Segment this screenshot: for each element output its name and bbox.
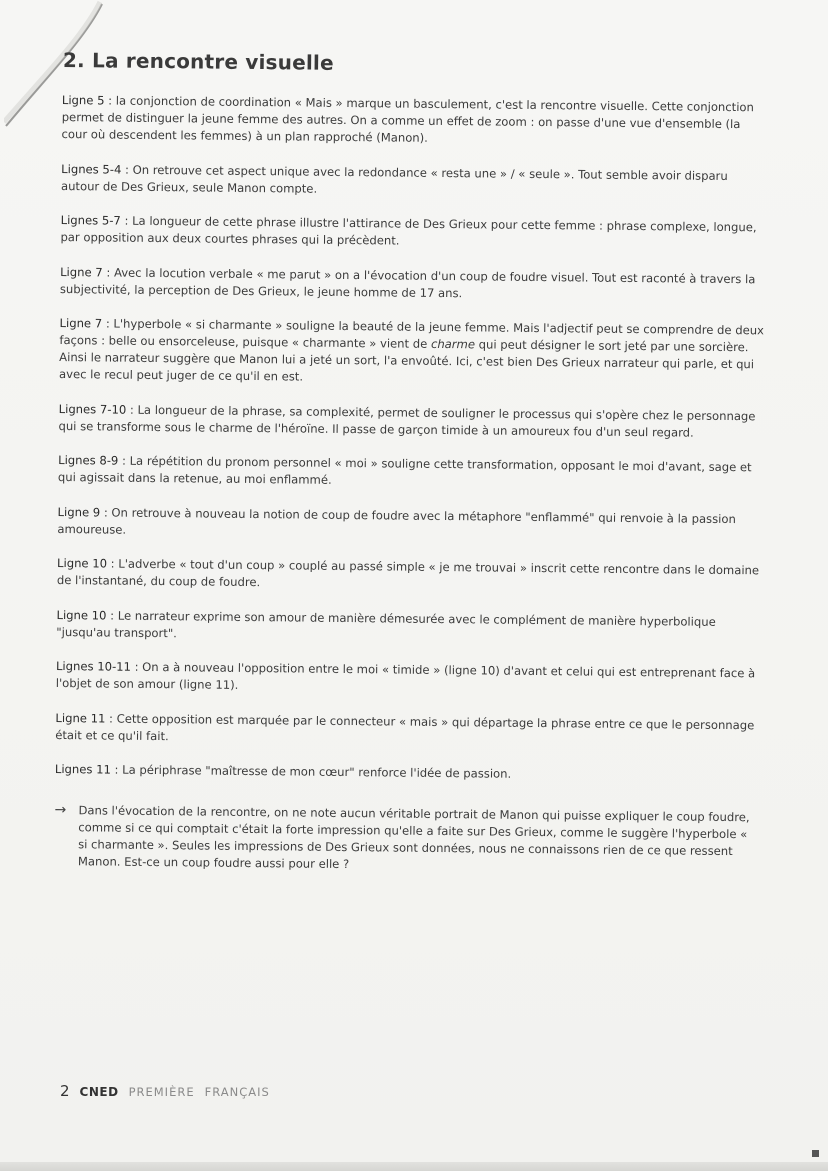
line-reference: Ligne 7: [60, 264, 103, 279]
line-reference: Ligne 9: [57, 504, 101, 519]
paragraph-text: : On retrouve cet aspect unique avec la redondance « resta une » / « seule ». Tout semble avoir disparu autour de Des Grieux, seule Manon compte.: [60, 162, 728, 196]
analysis-paragraph: [56, 658, 761, 699]
analysis-paragraph: [56, 606, 761, 647]
page-bottom-edge: [0, 1162, 828, 1171]
line-reference: Ligne 7: [59, 315, 103, 331]
corner-mark: [812, 1150, 819, 1157]
analysis-paragraph: [59, 315, 765, 390]
paragraph-text: : Cette opposition est marquée par le connecteur « mais » qui départage la phrase entre ce que le personnage était et ce qu'il fait.: [55, 710, 755, 743]
analysis-paragraph: [60, 263, 765, 304]
line-reference: Ligne 5: [61, 92, 105, 108]
line-reference: Lignes 5-7: [60, 212, 121, 228]
brand-label: CNED: [79, 1085, 119, 1099]
analysis-body: [54, 92, 767, 895]
analysis-paragraph: [61, 160, 766, 201]
analysis-paragraph: [58, 400, 763, 441]
paragraph-text: : la conjonction de coordination « Mais » marque un basculement, c'est la rencontre visuelle. Cette conjonction permet de distinguer la jeune femme des autres. On a comme un effet de zoom : on passe d'une vue d'ensemble (la cour où descendent les femmes) à un plan rapproché (Manon).: [61, 93, 754, 145]
subject-label: FRANÇAIS: [204, 1085, 270, 1099]
paragraph-text: : On retrouve à nouveau la notion de coup de foudre avec la métaphore "enflammé" qui renvoie à la passion amoureuse.: [57, 504, 736, 537]
paragraph-text: : L'adverbe « tout d'un coup » couplé au passé simple « je me trouvai » inscrit cette rencontre dans le domaine de l'instantané, du coup de foudre.: [56, 556, 760, 590]
analysis-paragraph: [60, 212, 765, 253]
line-reference: Lignes 10-11: [55, 658, 131, 674]
conclusion-paragraph: [54, 802, 760, 877]
analysis-paragraph: [61, 92, 766, 150]
analysis-paragraph: [55, 709, 760, 750]
paragraph-text: : Le narrateur exprime son amour de manière démesurée avec le complément de manière hyperbolique "jusqu'au transport".: [56, 607, 716, 640]
analysis-paragraph: [58, 452, 763, 493]
paragraph-text: : L'hyperbole « si charmante » souligne la beauté de la jeune femme. Mais l'adjectif peut se comprendre de deux façons : belle ou ensorceleuse, puisque « charmante » vient de: [59, 316, 765, 351]
page-number: 2: [60, 1082, 70, 1100]
conclusion-text: Dans l'évocation de la rencontre, on ne note aucun véritable portrait de Manon qui puisse expliquer le coup foudre, comme si ce qui comptait c'était la forte impression qu'elle a faite sur Des Grieux, comme le suggère l'hyperbole « si charmante ». Seules les impressions de Des Grieux sont données, nous ne connaissons rien de ce que ressent Manon. Est-ce un coup foudre aussi pour elle ?: [77, 803, 750, 872]
line-reference: Ligne 10: [56, 555, 108, 571]
paragraph-text: : La longueur de cette phrase illustre l'attirance de Des Grieux pour cette femme : phrase complexe, longue, par opposition aux deux courtes phrases qui la précèdent.: [60, 213, 757, 248]
line-reference: Lignes 8-9: [58, 452, 119, 468]
paragraph-text: : La longueur de la phrase, sa complexité, permet de souligner le processus qui s'opère chez le personnage qui se transforme sous le charme de l'héroïne. Il passe de garçon timide à un amoureux fou d'un seul regard.: [58, 402, 756, 440]
arrow-right-icon: →: [54, 801, 67, 819]
paragraph-text: : On a à nouveau l'opposition entre le moi « timide » (ligne 10) d'avant et celui qui est entreprenant face à l'objet de son amour (ligne 11).: [55, 659, 756, 692]
line-reference: Lignes 11: [54, 761, 111, 777]
section-heading: 2. La rencontre visuelle: [62, 48, 334, 75]
analysis-paragraph: [55, 761, 760, 785]
paragraph-text: qui peut désigner le sort jeté par une sorcière. Ainsi le narrateur suggère que Manon lui a jeté un sort, l'a envoûté. Ici, c'est bien Des Grieux narrateur qui parle, et qui avec le recul peut juger de ce qu'il en est.: [58, 337, 755, 384]
analysis-paragraph: [57, 555, 762, 596]
emphasized-word: charme: [430, 336, 476, 352]
paragraph-text: : La répétition du pronom personnel « moi » souligne cette transformation, opposant le moi d'avant, sage et qui agissait dans la retenue, au moi enflammé.: [57, 453, 752, 487]
line-reference: Ligne 10: [56, 607, 107, 622]
analysis-paragraph: [57, 503, 762, 544]
paragraph-text: : Avec la locution verbale « me parut » on a l'évocation d'un coup de foudre visuel. Tout est raconté à travers la subjectivité, la perception de Des Grieux, le jeune homme de 17 ans.: [59, 264, 756, 300]
paragraph-text: : La périphrase "maîtresse de mon cœur" renforce l'idée de passion.: [110, 762, 512, 781]
line-reference: Lignes 5-4: [61, 161, 122, 177]
level-label: PREMIÈRE: [128, 1085, 195, 1099]
line-reference: Lignes 7-10: [58, 401, 127, 417]
line-reference: Ligne 11: [55, 710, 106, 725]
page-footer: [60, 1082, 270, 1100]
